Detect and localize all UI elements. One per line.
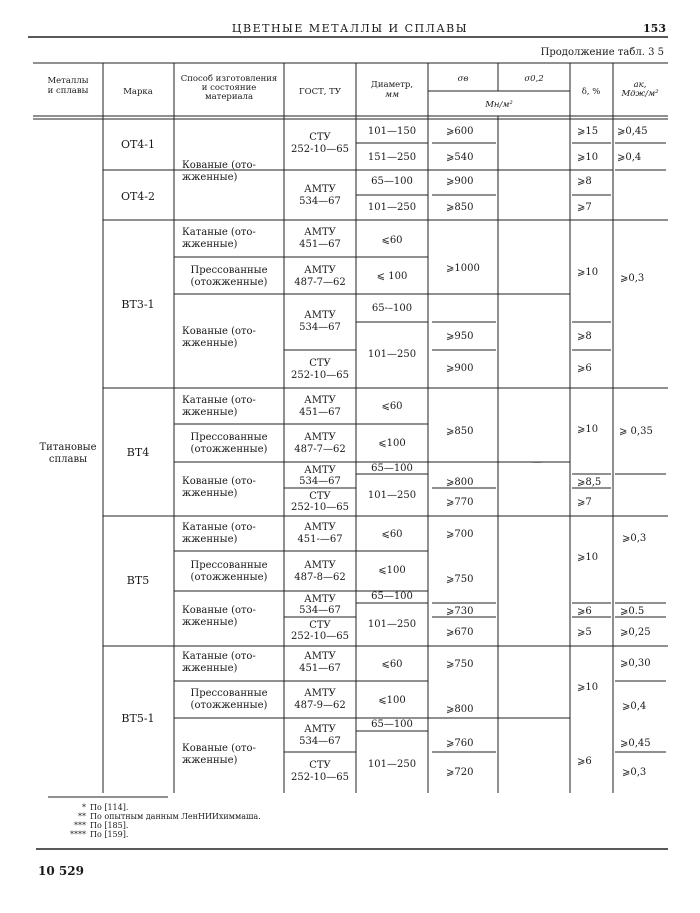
ak-value: ⩾0,4 — [622, 701, 647, 712]
text-line: ак, — [633, 80, 647, 90]
ak-value: ⩾0,30 — [620, 658, 651, 669]
text-line: Кованые (ото- — [182, 160, 256, 171]
gost-amtu-534-vt5-1 — [299, 724, 341, 747]
ak-value: ⩾0,3 — [622, 533, 647, 544]
diam-vt5-1-forged-a: 65—100 — [371, 719, 413, 730]
text-line: АМТУ — [304, 594, 336, 605]
gost-amtu-451-vt4 — [299, 395, 341, 418]
text-line: Кованые (ото- — [182, 743, 256, 754]
sigma-b-value: ⩾770 — [446, 497, 474, 508]
text-line: 451-—67 — [297, 534, 343, 545]
grade-vt5-1: ВТ5-1 — [121, 712, 155, 725]
diam-vt4-forged-a: 65—100 — [371, 463, 413, 474]
sigma-b-value: ⩾900 — [446, 176, 474, 187]
text-line: Мдж/м² — [621, 89, 659, 99]
text-line: СТУ — [309, 620, 331, 631]
group-label — [39, 442, 96, 465]
sigma-b-value: ⩾730 — [446, 606, 474, 617]
delta-value: ⩾10 — [577, 682, 599, 693]
sigma-b-value: ⩾540 — [446, 152, 474, 163]
text-line: СТУ — [309, 132, 331, 143]
text-line: жженные) — [182, 488, 238, 499]
text-line: жженные) — [182, 663, 238, 674]
header-method — [181, 73, 278, 102]
text-line: (отожженные) — [190, 444, 268, 455]
table-continuation-label: Продолжение табл. 3 5 — [540, 47, 664, 58]
header-ak — [620, 80, 659, 99]
text-line: сплавы — [48, 454, 88, 465]
diam-vt3-1-forged-a: 65-–100 — [371, 303, 413, 314]
ak-value: ⩾0,4 — [617, 152, 642, 163]
text-line: АМТУ — [304, 724, 336, 735]
diam-vt5-1-forged-b: 101—250 — [367, 759, 417, 770]
text-line: 534—67 — [299, 196, 341, 207]
text-line: мм — [384, 90, 400, 100]
text-line: 487-7—62 — [294, 444, 346, 455]
delta-value: ⩾8 — [577, 331, 592, 342]
grade-vt3-1: ВТ3-1 — [121, 298, 155, 311]
method-pressed-vt3-1 — [190, 265, 267, 288]
gost-stu-ot4 — [291, 132, 349, 155]
text-line: Катаные (ото- — [182, 395, 256, 406]
footnote: *** По [185]. — [74, 821, 129, 830]
text-line: АМТУ — [304, 522, 336, 533]
sigma-b-value: ⩾670 — [446, 627, 474, 638]
page-number: 153 — [643, 22, 666, 35]
ak-value: ⩾ 0,35 — [619, 426, 653, 437]
diam-vt3-1-forged-b: 101—250 — [367, 349, 417, 360]
delta-value: ⩾8 — [577, 176, 592, 187]
text-line: (отожженные) — [190, 572, 268, 583]
text-line: (отожженные) — [190, 277, 268, 288]
ak-value: ⩾0.5 — [620, 606, 645, 617]
header-sigma-b: σв — [457, 74, 469, 84]
ak-value: ⩾0,45 — [620, 738, 651, 749]
text-line: Катаные (ото- — [182, 651, 256, 662]
sigma-b-value: ⩾720 — [446, 767, 474, 778]
sigma-b-value: ⩾850 — [446, 202, 474, 213]
method-forged-vt4 — [182, 476, 256, 499]
gost-amtu-451-vt5 — [297, 522, 342, 545]
gost-stu-vt3-1 — [291, 358, 349, 381]
delta-value: ⩾6 — [577, 756, 592, 767]
text-line: АМТУ — [304, 310, 336, 321]
gost-stu-vt5-1 — [291, 760, 349, 783]
gost-amtu-487-9-vt5-1 — [294, 688, 346, 711]
delta-value: ⩾5 — [577, 627, 592, 638]
ak-value: ⩾0,25 — [620, 627, 651, 638]
footnote: **** По [159]. — [70, 830, 129, 839]
diam-vt5-1-rolled: ⩽60 — [381, 659, 403, 670]
text-line: и сплавы — [47, 86, 89, 96]
ak-value: ⩾0,45 — [617, 126, 648, 137]
grade-ot4-2: ОТ4-2 — [120, 190, 156, 203]
gost-stu-vt5 — [291, 620, 349, 642]
header-sigma-02: σ0,2 — [524, 74, 544, 84]
delta-value: ⩾15 — [577, 126, 599, 137]
delta-value: ⩾10 — [577, 267, 599, 278]
text-line: АМТУ — [304, 184, 336, 195]
text-line: АМТУ — [304, 395, 336, 406]
gost-amtu-534-vt3-1 — [299, 310, 341, 333]
method-rolled-vt4 — [182, 395, 256, 418]
diam-ot4-2-b: 101—250 — [367, 202, 417, 213]
header-diameter — [371, 80, 413, 100]
text-line: 451—67 — [299, 239, 341, 250]
sigma-b-value: ⩾600 — [446, 126, 474, 137]
gost-amtu-487-7-vt3-1 — [294, 265, 346, 288]
diam-vt5-pressed: ⩽100 — [378, 565, 406, 576]
method-pressed-vt5-1 — [190, 688, 267, 711]
text-line: Прессованные — [190, 560, 268, 571]
gost-amtu-487-8-vt5 — [294, 560, 346, 583]
text-line: 451—67 — [299, 663, 341, 674]
delta-value: ⩾6 — [577, 363, 592, 374]
ak-value: ⩾0,3 — [620, 273, 645, 284]
header-grade: Марка — [123, 87, 153, 97]
text-line: 252-10—65 — [291, 144, 349, 155]
text-line: Прессованные — [190, 432, 268, 443]
footnote: * По [114]. — [82, 803, 129, 812]
sigma-b-value: ⩾850 — [446, 426, 474, 437]
text-line: жженные) — [182, 407, 238, 418]
method-forged-vt5-1 — [182, 743, 256, 766]
diam-vt3-1-pressed: ⩽ 100 — [376, 271, 408, 282]
text-line: Диаметр, — [370, 80, 414, 90]
text-line: 252-10—65 — [291, 772, 349, 783]
diam-vt5-rolled: ⩽60 — [381, 529, 403, 540]
sigma-b-value: ⩾950 — [446, 331, 474, 342]
text-line: Металлы — [47, 76, 89, 86]
text-line: СТУ — [309, 760, 331, 771]
text-line: 534—67 — [299, 605, 341, 616]
delta-value: ⩾10 — [577, 552, 599, 563]
text-line: 252-10—65 — [291, 370, 349, 381]
grade-vt4: ВТ4 — [126, 446, 150, 459]
diam-vt4-forged-b: 101—250 — [367, 490, 417, 501]
method-pressed-vt5 — [190, 560, 267, 583]
text-line: 534—67 — [299, 736, 341, 747]
text-line: жженные) — [182, 239, 238, 250]
text-line: 534—67 — [299, 322, 341, 333]
delta-value: ⩾10 — [577, 424, 599, 435]
text-line: 451—67 — [299, 407, 341, 418]
sigma-b-value: ⩾800 — [446, 477, 474, 488]
gost-amtu-451-vt5-1 — [299, 651, 341, 674]
diam-vt4-pressed: ⩽100 — [378, 438, 406, 449]
ak-value: ⩾0,3 — [622, 767, 647, 778]
delta-value: ⩾8,5 — [577, 477, 602, 488]
diam-vt5-forged-a: 65—100 — [371, 591, 413, 602]
sigma-b-value: ⩾900 — [446, 363, 474, 374]
text-line: 252-10—65 — [291, 502, 349, 513]
method-forged-vt5 — [182, 605, 256, 628]
gost-amtu-487-7-vt4 — [294, 432, 346, 455]
diam-ot4-1-b: 151—250 — [367, 152, 417, 163]
text-line: 487-9—62 — [294, 700, 346, 711]
text-line: Прессованные — [190, 688, 268, 699]
gost-amtu-451-vt3-1 — [299, 227, 341, 250]
text-line: жженные) — [182, 172, 238, 183]
method-rolled-vt5-1 — [182, 651, 256, 674]
diam-vt3-1-rolled: ⩽60 — [381, 235, 403, 246]
text-line: (отожженные) — [190, 700, 268, 711]
diam-vt5-forged-b: 101—250 — [367, 619, 417, 630]
sigma-b-value: ⩾800 — [446, 704, 474, 715]
header-gost: ГОСТ, ТУ — [299, 87, 341, 97]
text-line: 534—67 — [299, 476, 341, 487]
text-line: АМТУ — [304, 265, 336, 276]
sigma-b-value: ⩾1000 — [446, 263, 480, 274]
text-line: АМТУ — [304, 465, 336, 476]
text-line: Катаные (ото- — [182, 227, 256, 238]
text-line: Катаные (ото- — [182, 522, 256, 533]
text-line: 252-10—65 — [291, 631, 349, 642]
text-line: 487-8—62 — [294, 572, 346, 583]
grade-ot4-1: ОТ4-1 — [120, 138, 156, 151]
delta-value: ⩾6 — [577, 606, 592, 617]
header-metals — [47, 76, 88, 96]
header-delta: δ, % — [581, 87, 601, 97]
text-line: СТУ — [309, 358, 331, 369]
text-line: жженные) — [182, 338, 238, 349]
method-rolled-vt5 — [182, 522, 256, 545]
text-line: жженные) — [182, 617, 238, 628]
delta-value: ⩾10 — [577, 152, 599, 163]
text-line: материала — [204, 92, 254, 102]
text-line: Кованые (ото- — [182, 605, 256, 616]
folio: 10 529 — [38, 864, 84, 878]
text-line: и состояние — [201, 83, 257, 93]
sigma-b-value: ⩾750 — [446, 659, 474, 670]
text-line: Прессованные — [190, 265, 268, 276]
gost-amtu-534-vt5 — [299, 594, 341, 616]
diam-vt5-1-pressed: ⩽100 — [378, 695, 406, 706]
text-line: АМТУ — [304, 651, 336, 662]
running-title: ЦВЕТНЫЕ МЕТАЛЛЫ И СПЛАВЫ — [231, 22, 469, 35]
text-line: 487-7—62 — [294, 277, 346, 288]
text-line: жженные) — [182, 755, 238, 766]
text-line: АМТУ — [304, 227, 336, 238]
diam-ot4-2-a: 65—100 — [371, 176, 413, 187]
text-line: Кованые (ото- — [182, 476, 256, 487]
sigma-b-value: ⩾700 — [446, 529, 474, 540]
text-line: Титановые — [39, 442, 97, 453]
sigma-b-value: ⩾760 — [446, 738, 474, 749]
text-line: АМТУ — [304, 432, 336, 443]
method-rolled-vt3-1 — [182, 227, 256, 250]
delta-value: ⩾7 — [577, 202, 592, 213]
text-line: Способ изготовления — [180, 74, 278, 84]
grade-vt5: ВТ5 — [126, 574, 150, 587]
text-line: СТУ — [309, 491, 331, 502]
gost-amtu-534-ot4 — [299, 184, 341, 207]
text-line: АМТУ — [304, 560, 336, 571]
method-pressed-vt4 — [190, 432, 267, 455]
text-line: АМТУ — [304, 688, 336, 699]
header-units: Мн/м² — [485, 100, 513, 110]
text-line: Кованые (ото- — [182, 326, 256, 337]
text-line: жженные) — [182, 534, 238, 545]
method-forged-vt3-1 — [182, 326, 256, 349]
method-forged-ot4 — [182, 160, 256, 183]
delta-value: ⩾7 — [577, 497, 592, 508]
diam-vt4-rolled: ⩽60 — [381, 401, 403, 412]
footnote: ** По опытным данным ЛенНИИхиммаша. — [78, 812, 261, 821]
diam-ot4-1-a: 101—150 — [367, 126, 417, 137]
gost-stu-vt4 — [291, 491, 349, 513]
sigma-02-value: — — [532, 457, 542, 468]
footnotes — [68, 803, 261, 839]
sigma-b-value: ⩾750 — [446, 574, 474, 585]
gost-amtu-534-vt4 — [299, 465, 341, 487]
